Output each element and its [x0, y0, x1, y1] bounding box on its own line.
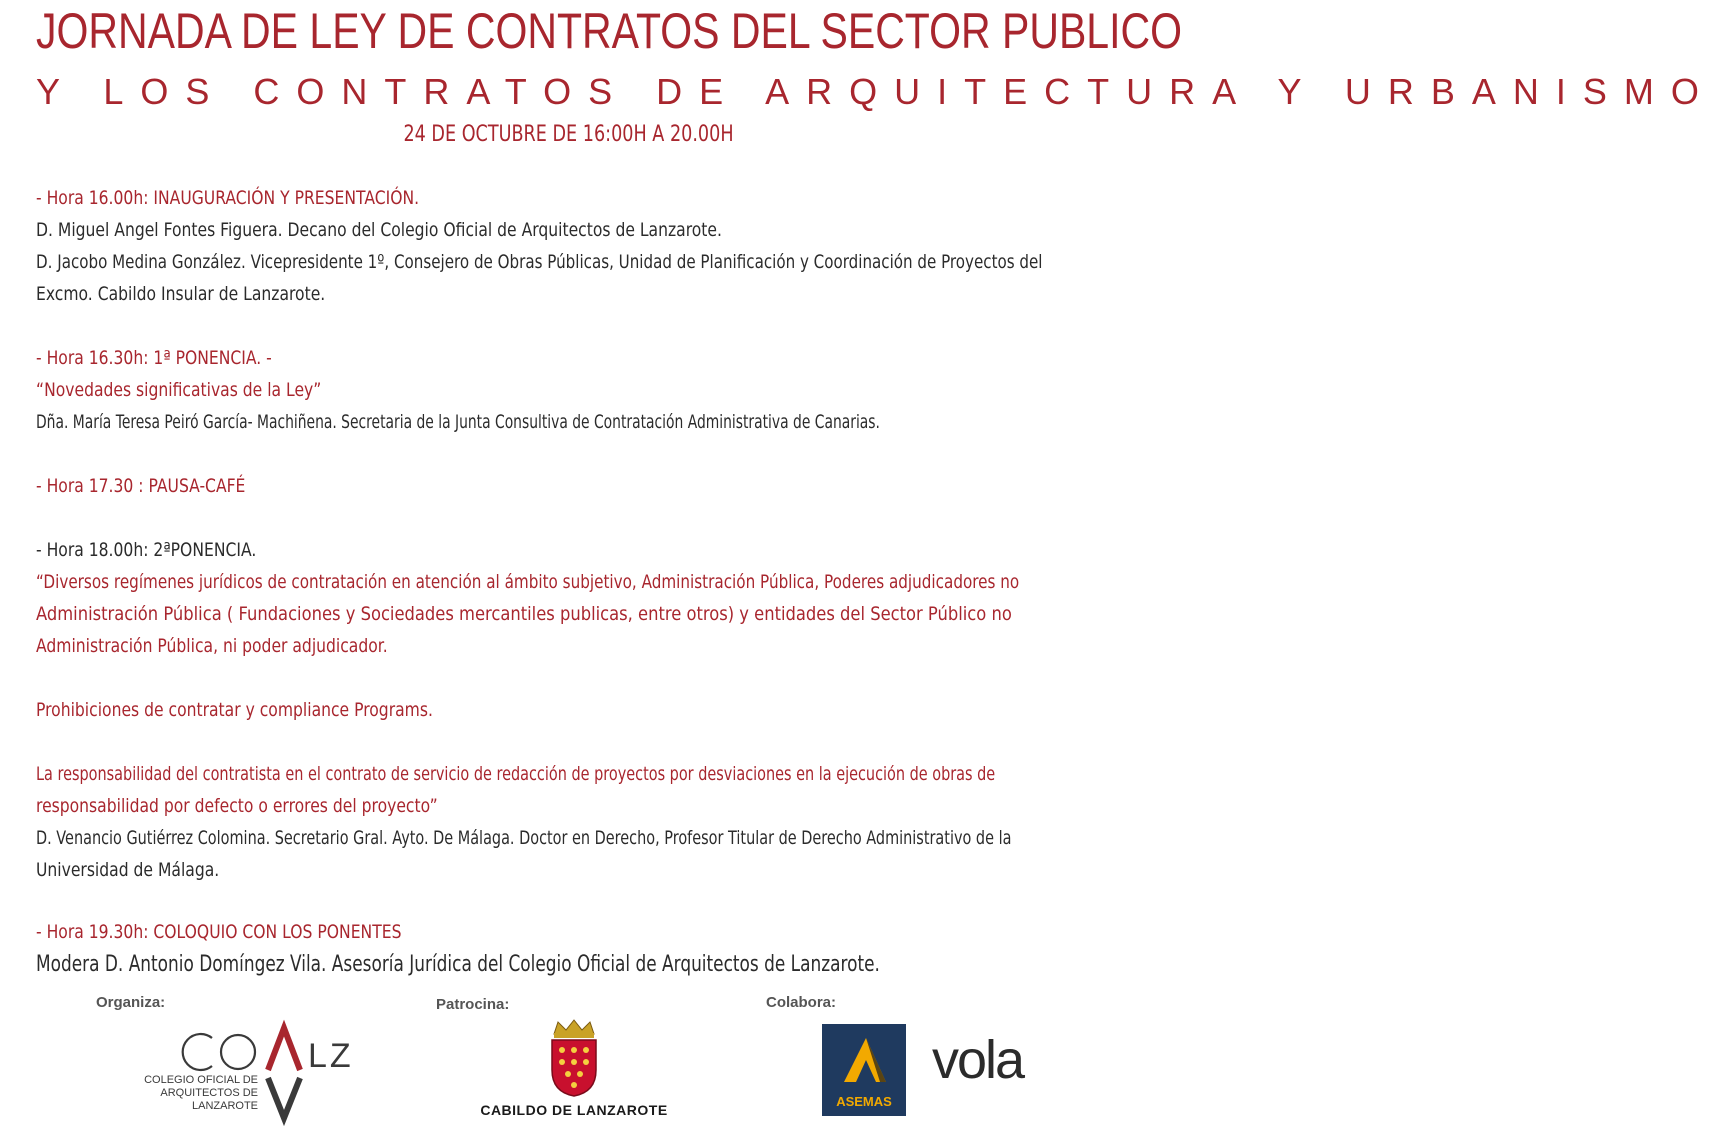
- session-2-title: “Novedades significativas de la Ley”: [36, 379, 322, 401]
- session-4-prohibitions: Prohibiciones de contratar y compliance Programs.: [36, 699, 433, 721]
- session-2-speaker: Dña. María Teresa Peiró García- Machiñena. Secretaria de la Junta Consultiva de Contratación Administrativa de Canarias.: [36, 411, 880, 433]
- patrocina-label: Patrocina:: [436, 996, 510, 1013]
- session-5-heading: - Hora 19.30h: COLOQUIO CON LOS PONENTES: [36, 921, 402, 943]
- session-1-heading: - Hora 16.00h: INAUGURACIÓN Y PRESENTACIÓN.: [36, 187, 420, 209]
- session-1-speaker-2-cont: Excmo. Cabildo Insular de Lanzarote.: [36, 283, 326, 305]
- coalz-text-2: ARQUITECTOS DE: [160, 1087, 258, 1099]
- page-subtitle: Y LOS CONTRATOS DE ARQUITECTURA Y URBANISMO: [36, 71, 1716, 112]
- asemas-name: ASEMAS: [836, 1094, 892, 1109]
- session-4-heading: - Hora 18.00h: 2ªPONENCIA.: [36, 539, 257, 561]
- vola-logo: vola: [932, 1030, 1024, 1090]
- session-4-responsibility-2: responsabilidad por defecto o errores del proyecto”: [36, 795, 438, 817]
- page-title: JORNADA DE LEY DE CONTRATOS DEL SECTOR PUBLICO: [36, 3, 1183, 59]
- organiza-label: Organiza:: [96, 994, 166, 1011]
- session-3-heading: - Hora 17.30 : PAUSA-CAFÉ: [36, 475, 246, 497]
- coat-of-arms-icon: [546, 1018, 602, 1098]
- session-2-heading: - Hora 16.30h: 1ª PONENCIA. -: [36, 347, 272, 369]
- session-4-speaker-2: Universidad de Málaga.: [36, 859, 220, 881]
- session-4-responsibility-1: La responsabilidad del contratista en el contrato de servicio de redacción de proyectos por desviaciones en la ejecución de obras de: [36, 763, 996, 785]
- session-4-speaker-1: D. Venancio Gutiérrez Colomina. Secretario Gral. Ayto. De Málaga. Doctor en Derecho, Profesor Titular de Derecho Administrativo de la: [36, 827, 1012, 849]
- session-4-desc-1: “Diversos regímenes jurídicos de contratación en atención al ámbito subjetivo, Administración Pública, Poderes adjudicadores no: [36, 571, 1020, 593]
- coalz-text-1: COLEGIO OFICIAL DE: [144, 1074, 258, 1086]
- coalz-text-3: LANZAROTE: [191, 1100, 258, 1112]
- cabildo-name: CABILDO DE LANZAROTE: [480, 1102, 668, 1118]
- session-4-desc-2: Administración Pública ( Fundaciones y Sociedades mercantiles publicas, entre otros) y entidades del Sector Público no: [36, 603, 1012, 625]
- session-4: [36, 534, 1095, 662]
- session-2: [36, 342, 1095, 438]
- session-5: [36, 916, 1095, 982]
- event-date: 24 DE OCTUBRE DE 16:00H A 20.00H: [403, 122, 734, 147]
- colabora-label: Colabora:: [766, 994, 837, 1011]
- session-5-moderator: Modera D. Antonio Domíngez Vila. Asesoría Jurídica del Colegio Oficial de Arquitectos de Lanzarote.: [36, 952, 880, 977]
- session-1-speaker-2: D. Jacobo Medina González. Vicepresidente 1º, Consejero de Obras Públicas, Unidad de Planificación y Coordinación de Proyectos del: [36, 251, 1043, 273]
- coalz-logo: [130, 1020, 370, 1120]
- svg-text:LZ: LZ: [308, 1037, 354, 1075]
- cabildo-logo: [474, 1018, 674, 1122]
- program: [36, 182, 1095, 310]
- session-1-speaker-1: D. Miguel Angel Fontes Figuera. Decano del Colegio Oficial de Arquitectos de Lanzarote.: [36, 219, 722, 241]
- session-3: [36, 470, 1095, 502]
- asemas-logo: [822, 1024, 906, 1116]
- session-4-para-2: [36, 694, 1095, 726]
- session-4-desc-3: Administración Pública, ni poder adjudicador.: [36, 635, 388, 657]
- asemas-mark-icon: [822, 1024, 906, 1094]
- session-4-para-3: [36, 758, 1095, 886]
